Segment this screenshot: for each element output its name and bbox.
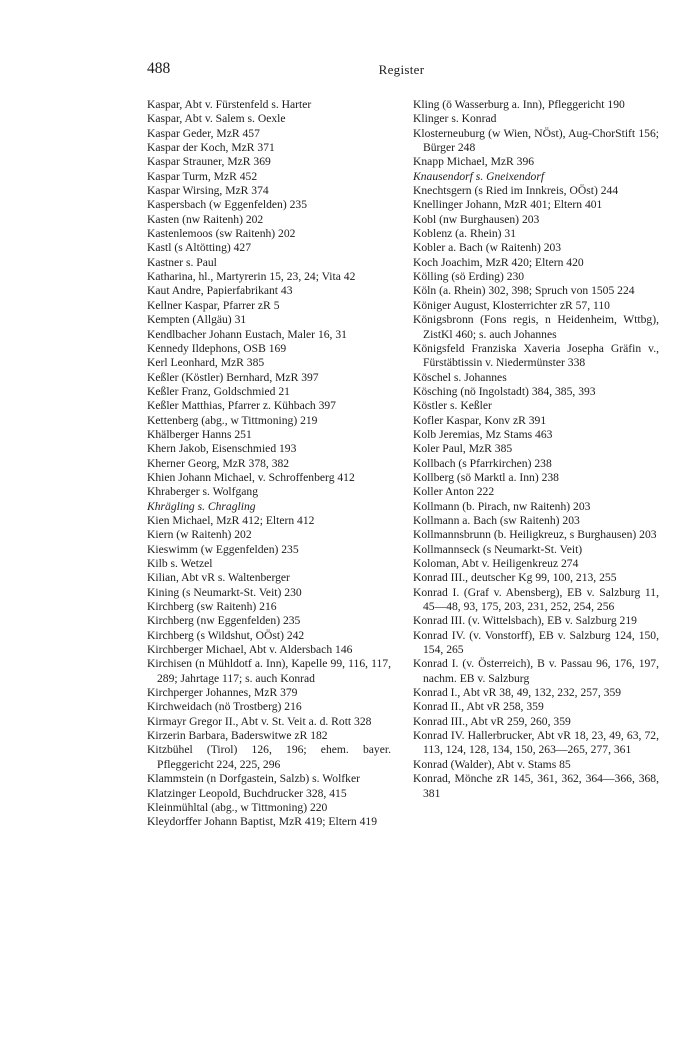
index-entry: Khrägling s. Chragling (147, 499, 256, 513)
index-entry: Kaspersbach (w Eggenfelden) 235 (147, 198, 307, 212)
index-entry: Kaspar der Koch, MzR 371 (147, 141, 275, 155)
index-entry: Kollmannsbrunn (b. Heiligkreuz, s Burghausen) 203 (413, 528, 657, 542)
index-entry: Kirchisen (n Mühldotf a. Inn), Kapelle 99, 116, 117, 289; Jahrtage 117; s. auch Konrad (147, 657, 391, 685)
index-entry: Kaspar Geder, MzR 457 (147, 126, 260, 140)
index-entry: Köschel s. Johannes (413, 370, 507, 384)
index-entry: Kempten (Allgäu) 31 (147, 313, 247, 327)
index-entry: Knapp Michael, MzR 396 (413, 155, 535, 169)
index-entry: Kastner s. Paul (147, 255, 217, 269)
index-entry: Konrad III., Abt vR 259, 260, 359 (413, 714, 571, 728)
index-entry: Kettenberg (abg., w Tittmoning) 219 (147, 413, 318, 427)
index-entry: Konrad IV. Hallerbrucker, Abt vR 18, 23, 49, 63, 72, 113, 124, 128, 134, 150, 263—265, 277, 361 (413, 729, 659, 757)
index-entry: Konrad I. (v. Österreich), B v. Passau 96, 176, 197, nachm. EB v. Salzburg (413, 657, 659, 685)
index-entry: Kirchberg (sw Raitenh) 216 (147, 600, 277, 614)
index-entry: Kobler a. Bach (w Raitenh) 203 (413, 241, 562, 255)
index-entry: Khern Jakob, Eisenschmied 193 (147, 442, 297, 456)
index-entry: Konrad I., Abt vR 38, 49, 132, 232, 257, 359 (413, 686, 622, 700)
index-entry: Kollbach (s Pfarrkirchen) 238 (413, 456, 552, 470)
index-entry: Kirchperger Johannes, MzR 379 (147, 686, 298, 700)
index-entry: Klatzinger Leopold, Buchdrucker 328, 415 (147, 786, 347, 800)
index-column-right (413, 98, 659, 801)
index-entry: Köstler s. Keßler (413, 399, 492, 413)
index-entry: Konrad II., Abt vR 258, 359 (413, 700, 544, 714)
index-entry: Kaspar, Abt v. Salem s. Oexle (147, 112, 286, 126)
index-entry: Kilian, Abt vR s. Waltenberger (147, 571, 290, 585)
index-column-left (147, 98, 391, 830)
index-entry: Kaspar Strauner, MzR 369 (147, 155, 271, 169)
index-entry: Kösching (nö Ingolstadt) 384, 385, 393 (413, 384, 596, 398)
index-entry: Konrad I. (Graf v. Abensberg), EB v. Salzburg 11, 45—48, 93, 175, 203, 231, 252, 254, 256 (413, 585, 659, 614)
index-entry: Kollberg (sö Marktl a. Inn) 238 (413, 470, 559, 484)
index-entry: Kirchberger Michael, Abt v. Aldersbach 146 (147, 643, 353, 657)
index-entry: Kaspar Wirsing, MzR 374 (147, 184, 269, 198)
index-entry: Koler Paul, MzR 385 (413, 442, 513, 456)
index-entry: Klammstein (n Dorfgastein, Salzb) s. Wolfker (147, 772, 360, 786)
index-entry: Kilb s. Wetzel (147, 557, 213, 570)
index-entry: Kitzbühel (Tirol) 126, 196; ehem. bayer. Pfleggericht 224, 225, 296 (147, 743, 391, 771)
index-entry: Kirchberg (s Wildshut, OÖst) 242 (147, 628, 305, 642)
index-entry: Konrad (Walder), Abt v. Stams 85 (413, 757, 571, 771)
index-entry: Kaspar, Abt v. Fürstenfeld s. Harter (147, 98, 312, 111)
index-entry: Kirchberg (nw Eggenfelden) 235 (147, 614, 301, 628)
index-entry: Koblenz (a. Rhein) 31 (413, 227, 517, 241)
index-entry: Kleinmühltal (abg., w Tittmoning) 220 (147, 800, 328, 814)
index-entry: Knechtsgern (s Ried im Innkreis, OÖst) 244 (413, 184, 619, 198)
index-entry: Kirchweidach (nö Trostberg) 216 (147, 700, 302, 714)
index-entry: Keßler Matthias, Pfarrer z. Kühbach 397 (147, 399, 336, 413)
index-entry: Kastenlemoos (sw Raitenh) 202 (147, 227, 296, 241)
index-entry: Klosterneuburg (w Wien, NÖst), Aug-ChorStift 156; Bürger 248 (413, 126, 659, 155)
index-entry: Konrad, Mönche zR 145, 361, 362, 364—366, 368, 381 (413, 772, 659, 800)
index-entry: Khien Johann Michael, v. Schroffenberg 412 (147, 470, 355, 484)
index-entry: Königer August, Klosterrichter zR 57, 110 (413, 298, 610, 312)
index-entry: Kaspar Turm, MzR 452 (147, 169, 258, 183)
index-entry: Kennedy Ildephons, OSB 169 (147, 341, 287, 355)
index-entry: Khraberger s. Wolfgang (147, 485, 259, 499)
index-entry: Kasten (nw Raitenh) 202 (147, 212, 264, 226)
index-entry: Konrad III. (v. Wittelsbach), EB v. Salzburg 219 (413, 614, 637, 628)
index-entry: Kolb Jeremias, Mz Stams 463 (413, 427, 553, 441)
index-entry: Kherner Georg, MzR 378, 382 (147, 456, 290, 470)
index-entry: Khälberger Hanns 251 (147, 427, 252, 441)
index-entry: Kien Michael, MzR 412; Eltern 412 (147, 513, 315, 527)
index-entry: Koller Anton 222 (413, 485, 495, 499)
index-entry: Kendlbacher Johann Eustach, Maler 16, 31 (147, 327, 347, 341)
index-entry: Knellinger Johann, MzR 401; Eltern 401 (413, 198, 603, 212)
index-entry: Knausendorf s. Gneixendorf (413, 169, 545, 183)
index-entry: Kleydorffer Johann Baptist, MzR 419; Eltern 419 (147, 815, 378, 829)
index-entry: Kining (s Neumarkt-St. Veit) 230 (147, 585, 302, 599)
index-entry: Königsfeld Franziska Xaveria Josepha Gräfin v., Fürstäbtissin v. Niedermünster 338 (413, 341, 659, 370)
index-entry: Keßler (Köstler) Bernhard, MzR 397 (147, 370, 319, 384)
index-entry: Köln (a. Rhein) 302, 398; Spruch von 1505 224 (413, 284, 635, 298)
index-entry: Kofler Kaspar, Konv zR 391 (413, 413, 547, 427)
page-number: 488 (147, 60, 171, 77)
index-entry: Konrad IV. (v. Vonstorff), EB v. Salzburg 124, 150, 154, 265 (413, 628, 659, 657)
index-entry: Kollmann a. Bach (sw Raitenh) 203 (413, 513, 580, 527)
index-entry: Kobl (nw Burghausen) 203 (413, 212, 540, 226)
index-entry: Koch Joachim, MzR 420; Eltern 420 (413, 255, 584, 269)
page-header (147, 60, 656, 80)
index-entry: Klinger s. Konrad (413, 112, 497, 126)
index-entry: Kirzerin Barbara, Baderswitwe zR 182 (147, 729, 328, 743)
index-entry: Kerl Leonhard, MzR 385 (147, 356, 265, 370)
index-entry: Kirmayr Gregor II., Abt v. St. Veit a. d. Rott 328 (147, 714, 372, 728)
index-entry: Kölling (sö Erding) 230 (413, 270, 525, 284)
index-entry: Konrad III., deutscher Kg 99, 100, 213, 255 (413, 571, 617, 585)
running-head: Register (378, 62, 425, 77)
index-entry: Koloman, Abt v. Heiligenkreuz 274 (413, 557, 579, 570)
index-entry: Kling (ö Wasserburg a. Inn), Pfleggericht 190 (413, 98, 625, 111)
index-entry: Kiern (w Raitenh) 202 (147, 528, 252, 542)
index-entry: Kellner Kaspar, Pfarrer zR 5 (147, 298, 280, 312)
index-entry: Kollmannseck (s Neumarkt-St. Veit) (413, 542, 583, 556)
index-entry: Keßler Franz, Goldschmied 21 (147, 384, 290, 398)
index-entry: Kieswimm (w Eggenfelden) 235 (147, 542, 299, 556)
index-entry: Kastl (s Altötting) 427 (147, 241, 252, 255)
index-entry: Kollmann (b. Pirach, nw Raitenh) 203 (413, 499, 591, 513)
index-entry: Katharina, hl., Martyrerin 15, 23, 24; Vita 42 (147, 270, 356, 284)
index-entry: Königsbronn (Fons regis, n Heidenheim, Wttbg), ZistKl 460; s. auch Johannes (413, 313, 659, 341)
index-entry: Kaut Andre, Papierfabrikant 43 (147, 284, 293, 298)
